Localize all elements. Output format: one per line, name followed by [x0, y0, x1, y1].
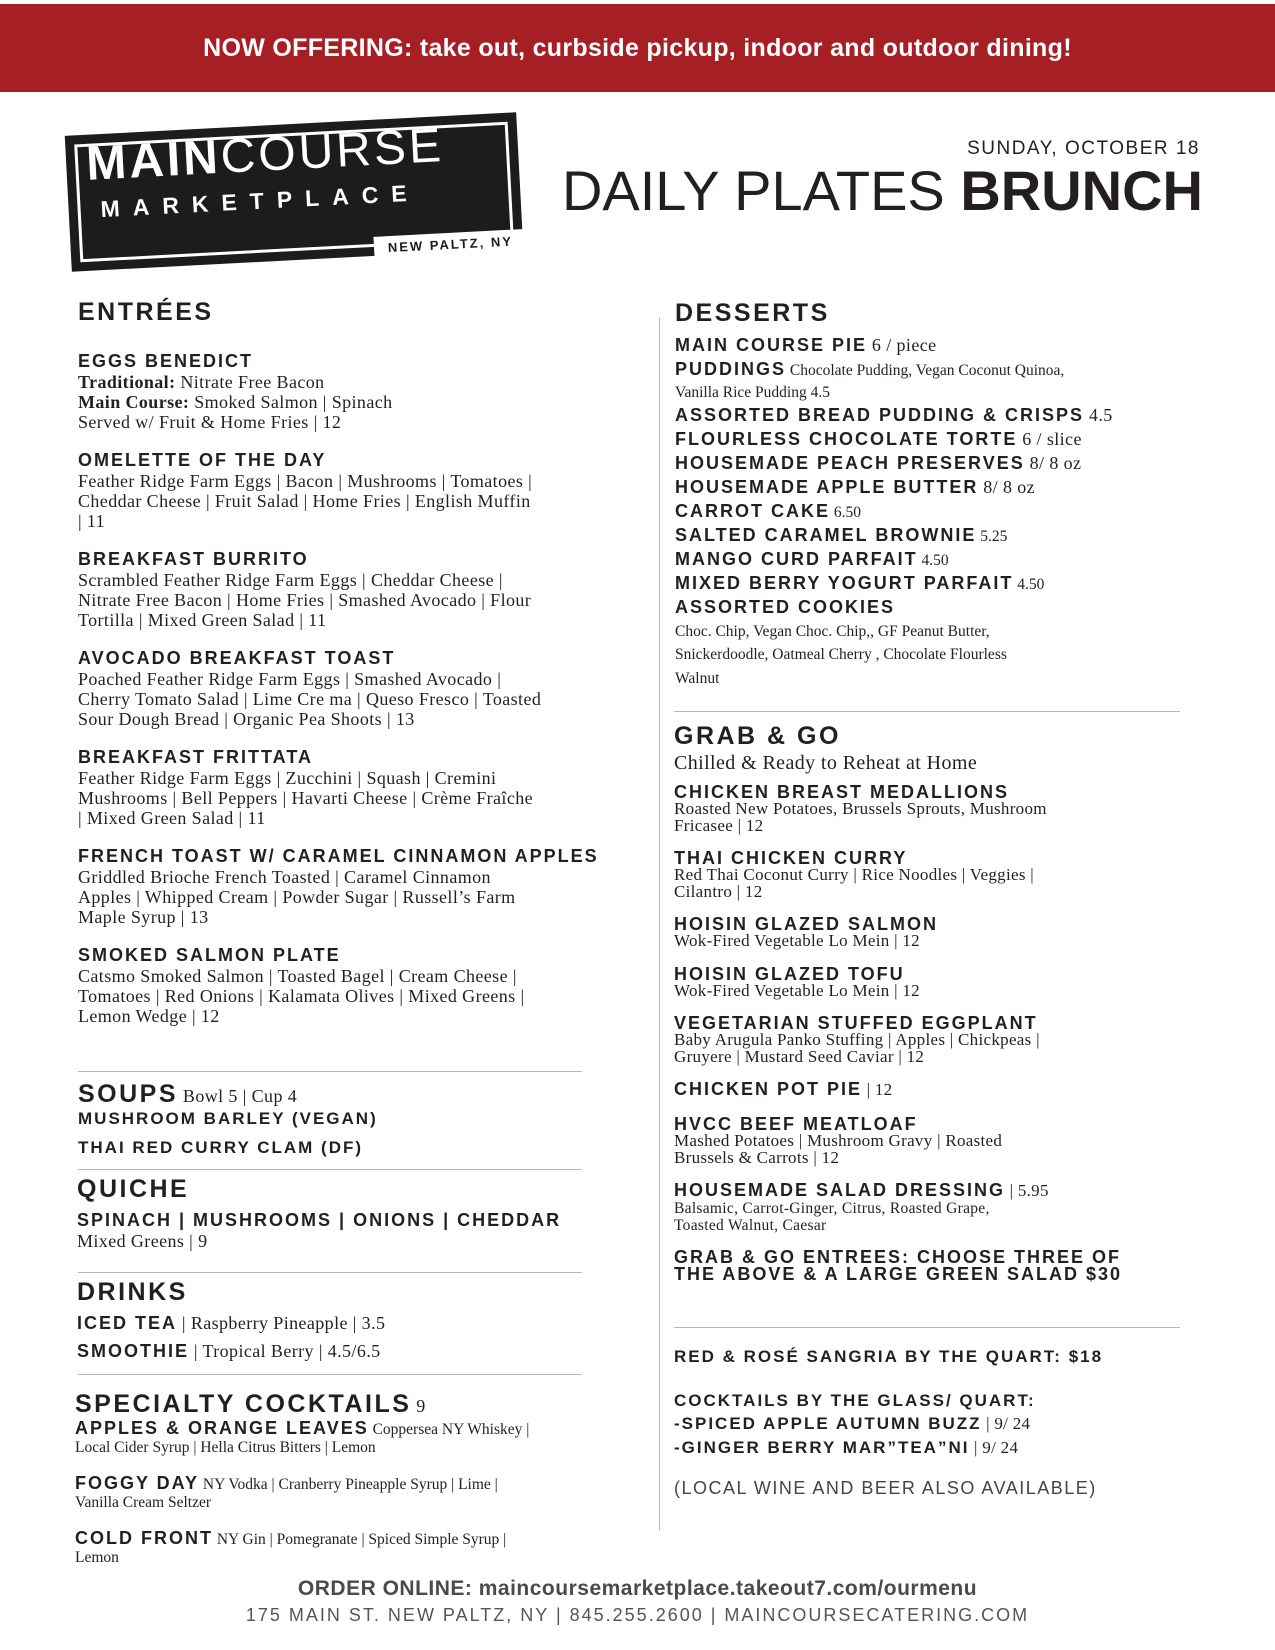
- section-divider: [674, 1327, 1180, 1328]
- dessert-item: HOUSEMADE PEACH PRESERVES 8/ 8 oz: [675, 453, 1082, 473]
- dessert-item: MAIN COURSE PIE 6 / piece: [675, 335, 937, 355]
- item-line: Maple Syrup | 13: [78, 907, 209, 927]
- dessert-desc: Choc. Chip, Vegan Choc. Chip,, GF Peanut Butter,: [675, 623, 990, 640]
- dessert-item: HOUSEMADE APPLE BUTTER 8/ 8 oz: [675, 477, 1036, 497]
- item-name: SMOKED SALMON PLATE: [78, 945, 341, 965]
- item-line: Served w/ Fruit & Home Fries | 12: [78, 412, 342, 432]
- menu-item-omelette: [78, 450, 648, 531]
- item-line: | 11: [78, 511, 106, 531]
- grab-go-item: HOUSEMADE SALAD DRESSING | 5.95 Balsamic, Carrot-Ginger, Citrus, Roasted Grape, Toasted Walnut, Caesar: [674, 1180, 1049, 1234]
- soups-section: [78, 1080, 638, 1158]
- cocktails-glass-heading: COCKTAILS BY THE GLASS/ QUART:: [674, 1391, 1036, 1410]
- quiche-section: [77, 1175, 637, 1251]
- contact-line: 175 MAIN ST. NEW PALTZ, NY | 845.255.2600 | MAINCOURSECATERING.COM: [245, 1605, 1030, 1625]
- cocktails-section: [75, 1390, 655, 1567]
- item-line: Traditional: Nitrate Free Bacon: [78, 372, 325, 392]
- item-line: Feather Ridge Farm Eggs | Zucchini | Squash | Cremini: [78, 768, 497, 788]
- item-line: Feather Ridge Farm Eggs | Bacon | Mushrooms | Tomatoes |: [78, 471, 533, 491]
- grab-go-item: CHICKEN BREAST MEDALLIONS Roasted New Potatoes, Brussels Sprouts, Mushroom Fricasee | 12: [674, 782, 1047, 835]
- item-line: Tomatoes | Red Onions | Kalamata Olives | Mixed Greens |: [78, 986, 525, 1006]
- grab-go-deal: GRAB & GO ENTREES: CHOOSE THREE OF THE ABOVE & A LARGE GREEN SALAD $30: [674, 1247, 1123, 1284]
- soups-heading: SOUPS: [78, 1080, 179, 1108]
- item-line: Poached Feather Ridge Farm Eggs | Smashed Avocado |: [78, 669, 502, 689]
- desserts-heading: DESSERTS: [675, 299, 830, 327]
- soup-item: MUSHROOM BARLEY (VEGAN): [78, 1109, 378, 1128]
- menu-item-eggs-benedict: [78, 351, 648, 432]
- item-line: Sour Dough Bread | Organic Pea Shoots | 13: [78, 709, 415, 729]
- item-line: Tortilla | Mixed Green Salad | 11: [78, 610, 327, 630]
- grab-go-item: CHICKEN POT PIE | 12: [674, 1079, 893, 1099]
- bar-cocktail-item: -SPICED APPLE AUTUMN BUZZ | 9/ 24: [674, 1414, 1031, 1433]
- item-line: Main Course: Smoked Salmon | Spinach: [78, 392, 393, 412]
- dessert-item: ASSORTED COOKIES: [675, 597, 896, 617]
- logo-location: NEW PALTZ, NY: [373, 229, 527, 260]
- menu-item-smoked-salmon: [78, 945, 648, 1026]
- menu-item-avocado-toast: [78, 648, 648, 729]
- drinks-heading: DRINKS: [77, 1278, 188, 1306]
- item-line: Nitrate Free Bacon | Home Fries | Smashed Avocado | Flour: [78, 590, 532, 610]
- item-name: BREAKFAST FRITTATA: [78, 747, 313, 767]
- item-line: Griddled Brioche French Toasted | Caramel Cinnamon: [78, 867, 491, 887]
- item-line: Cherry Tomato Salad | Lime Cre ma | Queso Fresco | Toasted: [78, 689, 542, 709]
- order-online-link[interactable]: ORDER ONLINE: maincoursemarketplace.takeout7.com/ourmenu: [297, 1577, 978, 1600]
- quiche-heading: QUICHE: [77, 1175, 190, 1203]
- dessert-desc: Vanilla Rice Pudding 4.5: [675, 384, 830, 401]
- page-title: DAILY PLATES BRUNCH: [561, 159, 1203, 222]
- item-line: Apples | Whipped Cream | Powder Sugar | Russell’s Farm: [78, 887, 516, 907]
- drinks-section: [77, 1278, 637, 1362]
- item-line: Cheddar Cheese | Fruit Salad | Home Fries | English Muffin: [78, 491, 531, 511]
- item-line: Scrambled Feather Ridge Farm Eggs | Cheddar Cheese |: [78, 570, 503, 590]
- dessert-item: MANGO CURD PARFAIT 4.50: [675, 549, 949, 569]
- item-line: Mushrooms | Bell Peppers | Havarti Cheese | Crème Fraîche: [78, 788, 534, 808]
- grab-go-heading: GRAB & GO: [674, 722, 841, 750]
- menu-date: SUNDAY, OCTOBER 18: [967, 138, 1200, 159]
- item-line: | Mixed Green Salad | 11: [78, 808, 266, 828]
- entrees-heading: ENTRÉES: [78, 298, 214, 326]
- cocktail-item: COLD FRONT NY Gin | Pomegranate | Spiced Simple Syrup |: [75, 1528, 507, 1548]
- dessert-item: ASSORTED BREAD PUDDING & CRISPS 4.5: [675, 405, 1113, 425]
- menu-item-burrito: [78, 549, 648, 630]
- bar-section: [674, 1347, 1194, 1499]
- left-column: [78, 298, 648, 1026]
- cocktails-price: 9: [411, 1396, 426, 1416]
- item-name: OMELETTE OF THE DAY: [78, 450, 327, 470]
- menu-item-frittata: [78, 747, 648, 828]
- logo-wordmark: MAINCOURSE: [84, 119, 446, 191]
- cocktails-heading: SPECIALTY COCKTAILS: [75, 1390, 412, 1418]
- soups-price: Bowl 5 | Cup 4: [178, 1086, 298, 1106]
- item-name: AVOCADO BREAKFAST TOAST: [78, 648, 396, 668]
- dessert-item: MIXED BERRY YOGURT PARFAIT 4.50: [675, 573, 1045, 593]
- grab-go-section: [674, 722, 1194, 1283]
- grab-go-subheading: Chilled & Ready to Reheat at Home: [674, 752, 978, 774]
- drink-item-smoothie: SMOOTHIE | Tropical Berry | 4.5/6.5: [77, 1341, 381, 1361]
- section-divider: [78, 1071, 582, 1072]
- wine-beer-note: (LOCAL WINE AND BEER ALSO AVAILABLE): [674, 1478, 1097, 1498]
- logo-marketplace: MARKETPLACE: [99, 179, 421, 223]
- soup-item: THAI RED CURRY CLAM (DF): [78, 1138, 364, 1157]
- dessert-item: CARROT CAKE 6.50: [675, 501, 861, 521]
- section-divider: [674, 711, 1180, 712]
- section-divider: [78, 1169, 582, 1170]
- item-name: EGGS BENEDICT: [78, 351, 254, 371]
- item-line: Lemon Wedge | 12: [78, 1006, 220, 1026]
- menu-item-french-toast: [78, 846, 648, 927]
- section-divider: [78, 1374, 582, 1375]
- grab-go-item: HOISIN GLAZED TOFU Wok-Fired Vegetable Lo Mein | 12: [674, 963, 920, 1000]
- column-divider: [659, 318, 660, 1530]
- cocktail-desc: Lemon: [75, 1549, 119, 1566]
- cocktail-desc: Vanilla Cream Seltzer: [75, 1494, 212, 1511]
- quiche-filling: SPINACH | MUSHROOMS | ONIONS | CHEDDAR: [77, 1210, 562, 1230]
- quiche-side: Mixed Greens | 9: [77, 1231, 208, 1251]
- sangria-line: RED & ROSÉ SANGRIA BY THE QUART: $18: [674, 1347, 1104, 1366]
- dessert-item: FLOURLESS CHOCOLATE TORTE 6 / slice: [675, 429, 1082, 449]
- maincourse-logo: [65, 112, 523, 271]
- item-name: BREAKFAST BURRITO: [78, 549, 309, 569]
- bar-cocktail-item: -GINGER BERRY MAR”TEA”NI | 9/ 24: [674, 1438, 1019, 1457]
- grab-go-item: VEGETARIAN STUFFED EGGPLANT Baby Arugula Panko Stuffing | Apples | Chickpeas | Gruyere | Mustard Seed Caviar | 12: [674, 1013, 1040, 1066]
- cocktail-item: APPLES & ORANGE LEAVES Coppersea NY Whiskey |: [75, 1418, 530, 1438]
- dessert-item: SALTED CARAMEL BROWNIE 5.25: [675, 525, 1008, 545]
- top-banner: NOW OFFERING: take out, curbside pickup, indoor and outdoor dining!: [0, 4, 1275, 92]
- item-name: FRENCH TOAST W/ CARAMEL CINNAMON APPLES: [78, 846, 599, 866]
- dessert-item: PUDDINGS Chocolate Pudding, Vegan Coconut Quinoa,: [675, 359, 1065, 379]
- grab-go-item: THAI CHICKEN CURRY Red Thai Coconut Curry | Rice Noodles | Veggies | Cilantro | 12: [674, 848, 1034, 901]
- item-line: Catsmo Smoked Salmon | Toasted Bagel | Cream Cheese |: [78, 966, 517, 986]
- cocktail-item: FOGGY DAY NY Vodka | Cranberry Pineapple Syrup | Lime |: [75, 1473, 498, 1493]
- cocktail-desc: Local Cider Syrup | Hella Citrus Bitters | Lemon: [75, 1439, 376, 1456]
- section-divider: [78, 1272, 582, 1273]
- grab-go-item: HVCC BEEF MEATLOAF Mashed Potatoes | Mushroom Gravy | Roasted Brussels & Carrots | 12: [674, 1114, 1003, 1167]
- dessert-desc: Snickerdoodle, Oatmeal Cherry , Chocolate Flourless: [675, 646, 1007, 663]
- dessert-desc: Walnut: [675, 670, 720, 687]
- drink-item-iced-tea: ICED TEA | Raspberry Pineapple | 3.5: [77, 1313, 386, 1333]
- desserts-section: [675, 299, 1195, 692]
- grab-go-item: HOISIN GLAZED SALMON Wok-Fired Vegetable Lo Mein | 12: [674, 914, 938, 950]
